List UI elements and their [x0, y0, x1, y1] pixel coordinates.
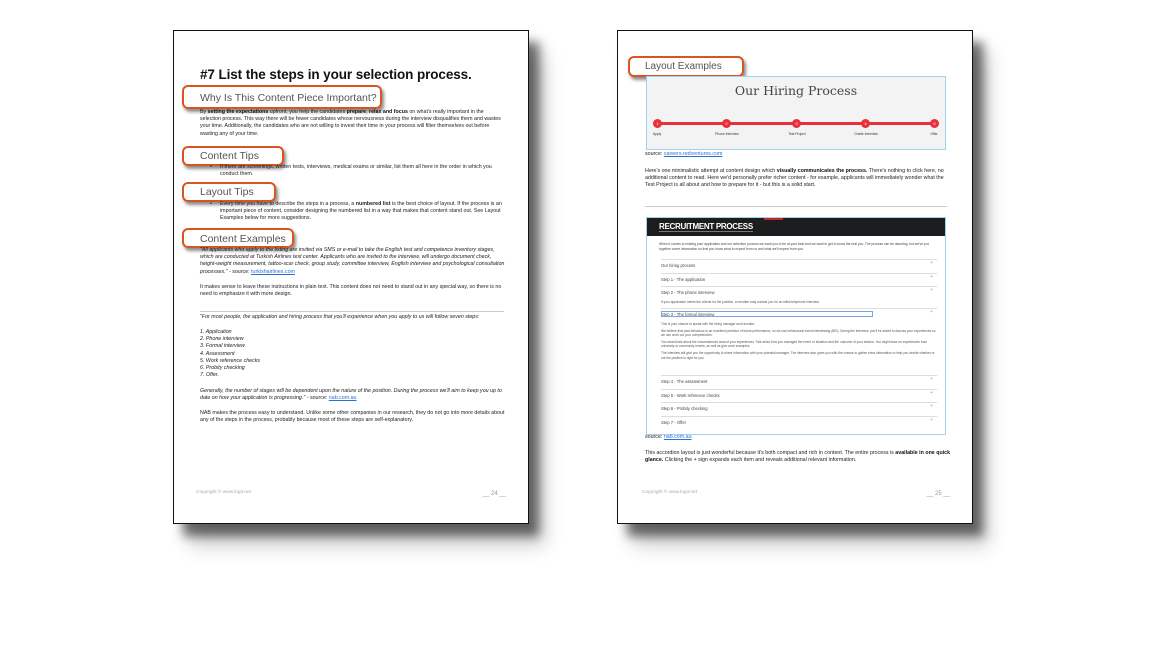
step-marker: 1	[653, 119, 662, 128]
list-item: 3. Formal interview	[200, 343, 245, 350]
quote-nab-outro: Generally, the number of stages will be dependent upon the nature of the position. During the process we'll aim to keep you up to date on how your application is progressing." - source: nab.com.au	[200, 388, 502, 402]
expand-icon[interactable]: +	[930, 376, 933, 382]
bullet-icon: •	[210, 201, 212, 207]
numbered-steps-list	[200, 329, 400, 379]
paragraph-why: By setting the expectations upfront, you help the candidates prepare, relax and focus on what's really important in the selection process. This way there will be fewer candidates whose nervousness during the interview disqualifies them and wastes your time. Additionally, the candidates who are not willing to invest their time in your process will filter themselves out before wasting any of your time.	[200, 109, 501, 137]
comment-plain-text: It makes sense to leave these instructions in plain text. This content does not need to stand out in any special way, so there is no need to emphasize it with more design.	[200, 284, 502, 298]
step-label: Apply	[652, 132, 662, 136]
accordion-body-step2: If your application meets the criteria for the position, a recruiter may contact you for an initial telephone interview.	[661, 300, 820, 304]
quote-nab-intro: "For most people, the application and hiring process that you'll experience when you apply to us will follow seven steps:	[200, 314, 480, 320]
divider	[200, 311, 504, 312]
accordion-item-selected[interactable]: Step 3 - The formal interview +	[661, 308, 937, 320]
list-item: 1. Application	[200, 329, 232, 335]
footer-copyright: Copyright © www.logit.net	[642, 490, 697, 495]
recruitment-intro: When it comes to making your application and our selection process we want you to be at your best and we want to get to know the real you. The process can be daunting, but we've put together some information so that you know what to expect from us and what we'll expect from you.	[659, 242, 929, 251]
page-title: #7 List the steps in your selection process.	[200, 67, 472, 82]
expand-icon[interactable]: +	[930, 309, 933, 315]
list-item: 2. Phone interview	[200, 336, 244, 343]
comment-minimalistic: Here's one minimalistic attempt at content design which visually communicates the process. There's nothing to click here, no additional content to read. Here we'd personally prefer richer content - for example, applicants will immediately wonder what the Test Project is all about and how to prepare for it - but this is a solid start.	[645, 168, 944, 189]
expand-icon[interactable]: +	[930, 274, 933, 280]
accordion-item[interactable]: Step 4 - The assessment +	[661, 375, 937, 389]
list-item: 4. Assessment	[200, 350, 235, 357]
accordion-item[interactable]: Step 7 - Offer +	[661, 416, 937, 430]
list-item: 7. Offer.	[200, 372, 219, 379]
expand-icon[interactable]: +	[930, 390, 933, 396]
footer-copyright: Copyright © www.logit.net	[196, 490, 251, 495]
link-nab-right[interactable]: nab.com.au	[663, 434, 692, 440]
link-turkishairlines[interactable]: turkishairlines.com	[251, 268, 295, 275]
accordion-item[interactable]: Our hiring process +	[661, 259, 937, 273]
accordion-item[interactable]: Step 5 - Work reference checks +	[661, 389, 937, 403]
heading-layout-examples: Layout Examples	[645, 61, 722, 72]
step-marker: 4	[861, 119, 870, 128]
step-label: Phone Interview	[715, 132, 739, 136]
recruitment-title: RECRUITMENT PROCESS	[659, 222, 753, 231]
page-number: __ 24 __	[482, 491, 506, 497]
accordion-item[interactable]: Step 1 - The application +	[661, 273, 937, 287]
heading-layout-tips: Layout Tips	[200, 186, 254, 198]
step-label: Onsite Interview	[854, 132, 878, 136]
accordion-item[interactable]: Step 6 - Probity checking +	[661, 402, 937, 416]
accordion-item[interactable]: Step 2 - The phone interview +	[661, 286, 937, 300]
document-page-25	[617, 30, 973, 524]
source-redventures: source: careers.redventures.com	[645, 151, 723, 157]
heading-why-important: Why Is This Content Piece Important?	[200, 92, 377, 104]
list-item: 6. Probity checking	[200, 364, 245, 371]
link-nab[interactable]: nab.com.au	[328, 395, 357, 402]
link-redventures[interactable]: careers.redventures.com	[663, 151, 723, 157]
list-item: 5. Work reference checks	[200, 357, 261, 364]
document-page-24	[173, 30, 529, 524]
hiring-graphic-title: Our Hiring Process	[734, 83, 858, 98]
recruitment-header	[647, 218, 945, 236]
step-label: Test Project	[788, 132, 806, 136]
expand-icon[interactable]: +	[930, 417, 933, 423]
expand-icon[interactable]: +	[930, 403, 933, 409]
recruitment-accordion	[646, 217, 946, 435]
expand-icon[interactable]: +	[930, 260, 933, 266]
comment-accordion: This accordion layout is just wonderful because it's both compact and rich in content. The entire process is available in one quick glance. Clicking the + sign expands each item and reveals additional relevant information.	[645, 450, 951, 464]
hiring-process-graphic	[646, 76, 946, 150]
heading-content-tips: Content Tips	[200, 150, 259, 162]
focus-outline	[661, 311, 873, 317]
comment-nab: NAB makes the process easy to understand. Unlike some other companies in our research, they do not go into more details about any of the steps in the process, probably because most of these steps are self-explanatory.	[200, 410, 505, 424]
accordion-body-step3: This is your chance to speak with the hiring manager and recruiter. We believe that past behaviour is an excellent predictor of future performance, so we use behavioural event interviewing (BEI). During the interview, you'll be asked to discuss your experiences so we can work out your competencies. You should talk about the circumstances around your experiences. Talk about how you managed the event or situation and the outcome of your actions. You might draw on experiences from university or community events, as well as give work examples. The interview will give you the opportunity to share information with your potential manager. The interview also gives you with the chance to gather extra information to help you decide whether or not the position is right for you.	[661, 322, 936, 360]
bullet-icon: •	[210, 164, 212, 170]
accent-bar	[764, 218, 783, 220]
expand-icon[interactable]: +	[930, 287, 933, 293]
step-marker: 3	[792, 119, 801, 128]
divider	[645, 206, 947, 207]
step-marker: 5	[930, 119, 939, 128]
source-nab: source: nab.com.au	[645, 434, 692, 440]
page-number: __ 25 __	[926, 491, 950, 497]
bullet-content-tips: • If there are screenings, written tests, interviews, medical exams or similar, list them all here in the order in which you conduct them.	[210, 164, 492, 178]
bullet-layout-tips: • Every time you have to describe the steps in a process, a numbered list is the best choice of layout. If the process is an important piece of content, consider designing the numbered list in a way that makes that content stand out. See Layout Examples below for more suggestions.	[210, 201, 502, 222]
heading-content-examples: Content Examples	[200, 233, 286, 245]
step-marker: 2	[722, 119, 731, 128]
step-label: Offer	[930, 132, 938, 136]
quote-turkish-airlines: "All applicants who apply to the listing are invited via SMS or e-mail to take the English test and competence inventory stages, which are conducted at Turkish Airlines test center. Applicants who are invited to the interview, will undergo document check, height-weight measurement, tattoo-scar check, group study, committee interview, English interview and psychological consultation processes." - source: turkishairlines.com	[200, 247, 505, 275]
